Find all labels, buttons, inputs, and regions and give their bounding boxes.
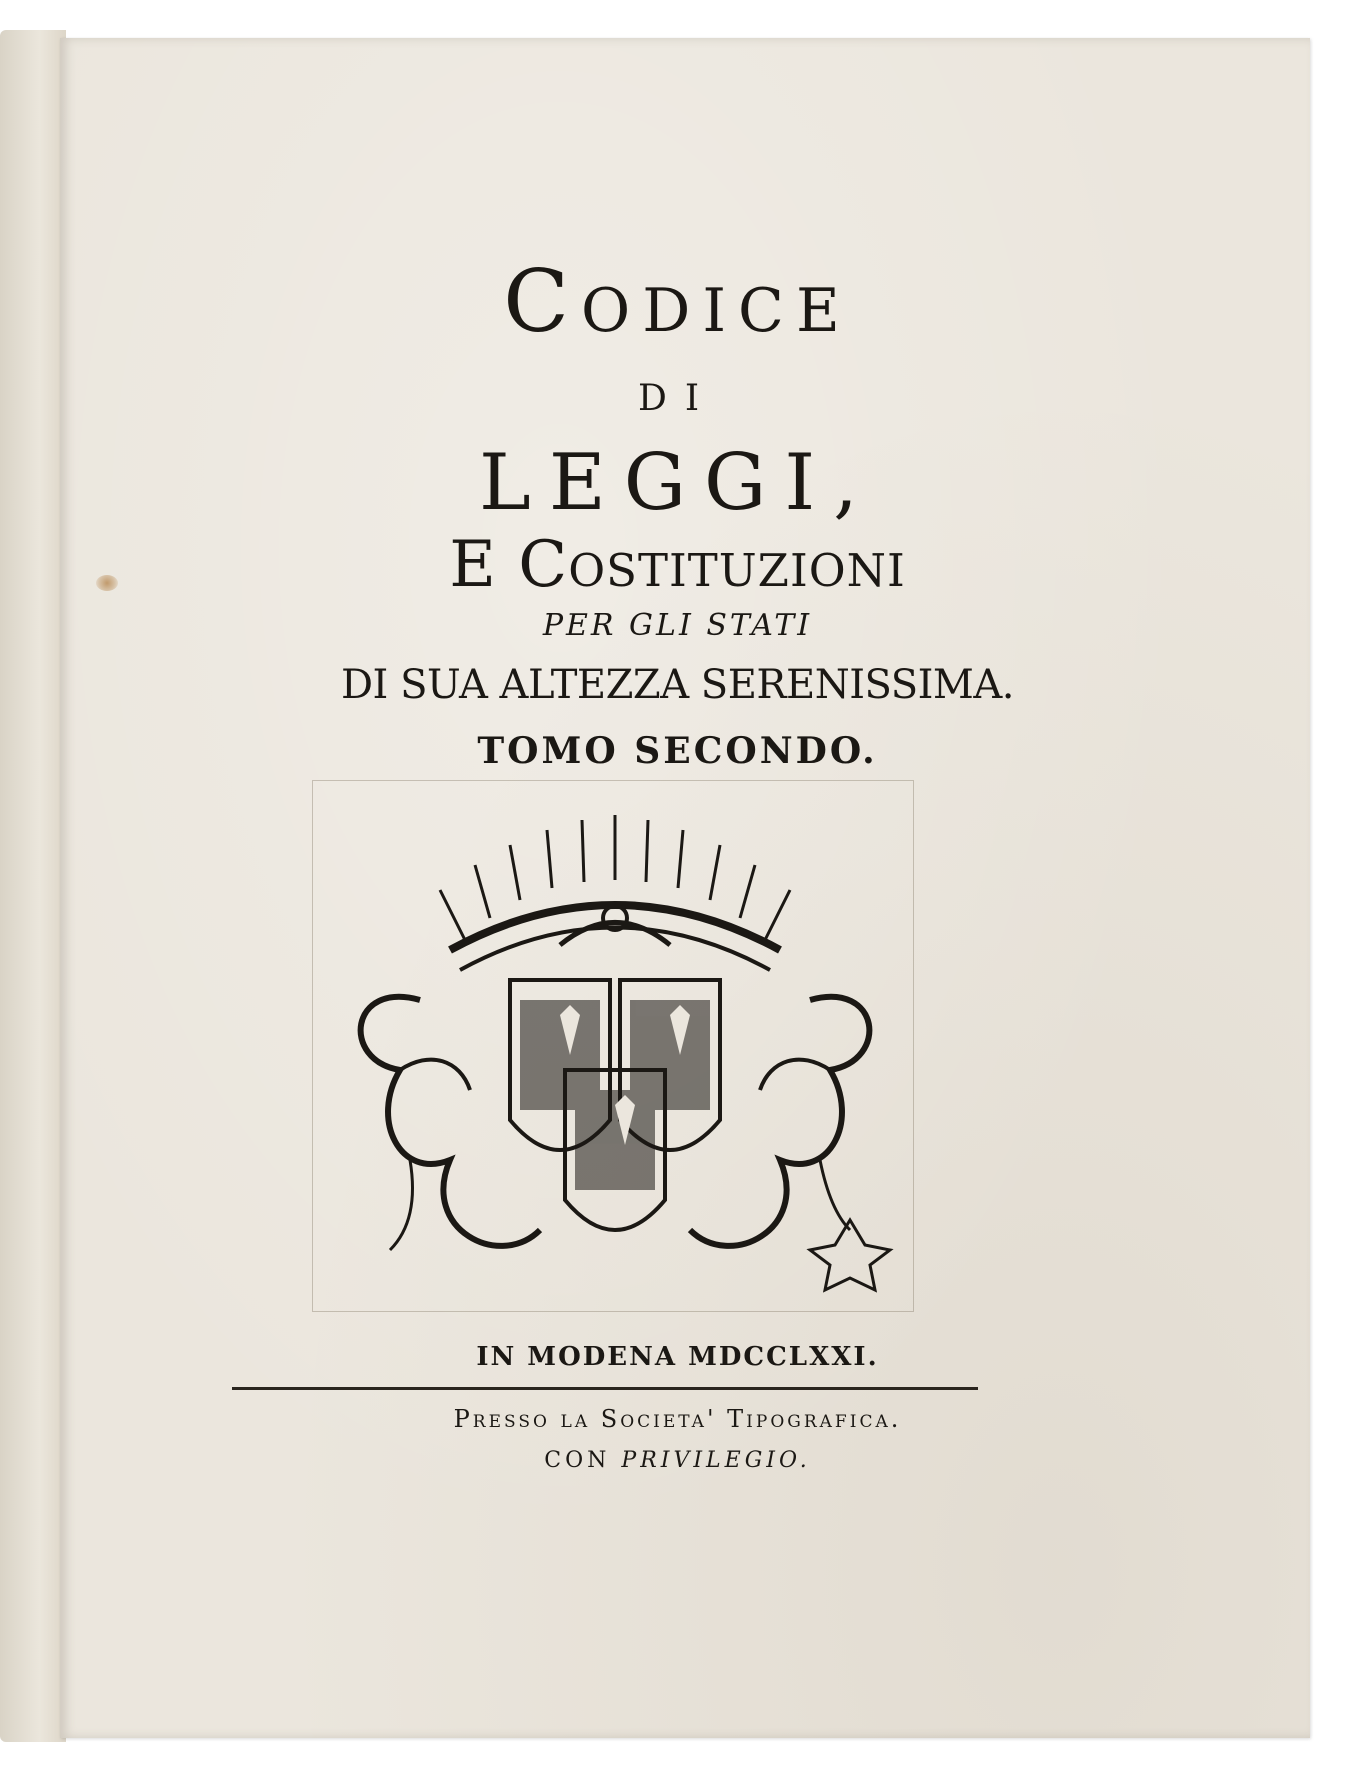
coat-of-arms-icon [330,800,900,1320]
privilege-prefix: CON [544,1448,622,1473]
title-codice: Codice [503,252,852,352]
title-per-gli-stati: PER GLI STATI [542,608,813,643]
privilege-word: PRIVILEGIO. [621,1448,811,1473]
title-costituzioni: E Costituzioni [449,528,906,602]
title-di: DI [637,378,718,419]
imprint-rule [232,1387,978,1390]
imprint-place-date: IN MODENA MDCCLXXI. [476,1342,879,1372]
imprint-printer: Presso la Societa' Tipografica. [453,1405,902,1433]
imprint-privilege [0,1448,1355,1473]
title-leggi: LEGGI, [479,438,876,528]
title-altezza: DI SUA ALTEZZA SERENISSIMA. [340,662,1014,708]
title-tomo: TOMO SECONDO. [477,730,878,772]
